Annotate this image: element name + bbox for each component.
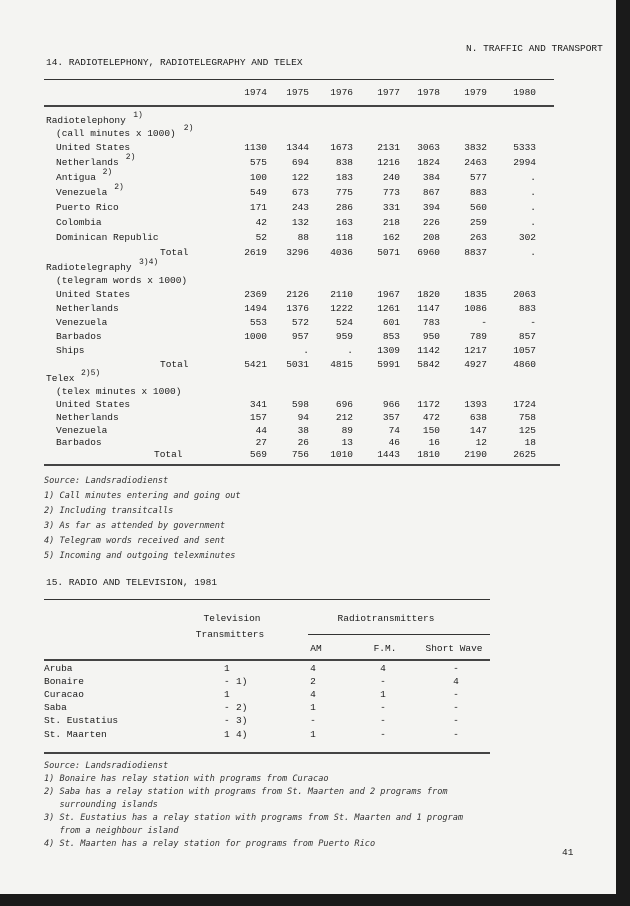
row-label: United States	[56, 142, 131, 153]
table14-title: 14. RADIOTELEPHONY, RADIOTELEGRAPHY AND TELEX	[46, 57, 303, 68]
row-label: Dominican Republic	[56, 232, 159, 243]
table-cell: 758	[518, 412, 536, 423]
total-cell: 1443	[377, 449, 400, 460]
table-cell: 1147	[417, 303, 440, 314]
group-label: Telex	[46, 373, 75, 384]
table-cell: 1835	[464, 289, 487, 300]
footnote: Source: Landsradiodienst	[44, 761, 169, 771]
table-cell: 157	[249, 412, 267, 423]
table-cell: 2131	[377, 142, 400, 153]
footnote-ref: 3)	[236, 715, 248, 726]
total-cell: 4927	[464, 359, 487, 370]
sw-cell: -	[453, 729, 459, 740]
footnote-ref: 2)	[114, 183, 124, 192]
row-label: St. Eustatius	[44, 715, 119, 726]
col-am: AM	[310, 643, 322, 654]
table-cell: .	[530, 217, 536, 228]
footnote: Source: Landsradiodienst	[44, 476, 169, 486]
table15-title: 15. RADIO AND TELEVISION, 1981	[46, 577, 218, 588]
table-cell: 286	[335, 202, 353, 213]
table-cell: 783	[422, 317, 440, 328]
year-header: 1979	[464, 87, 487, 98]
rule	[44, 752, 490, 754]
footnote: 2) Including transitcalls	[44, 506, 174, 516]
group-label: Radiotelephony	[46, 115, 126, 126]
table-cell: 560	[469, 202, 487, 213]
row-label: Puerto Rico	[56, 202, 119, 213]
table-cell: 1217	[464, 345, 487, 356]
table-cell: 331	[382, 202, 400, 213]
table-cell: 2063	[513, 289, 536, 300]
table-cell: 100	[249, 172, 267, 183]
row-label: Curacao	[44, 689, 84, 700]
table-cell: 132	[291, 217, 309, 228]
row-label: Venezuela	[56, 425, 108, 436]
table-cell: 1057	[513, 345, 536, 356]
table-cell: 957	[291, 331, 309, 342]
table-cell: 1824	[417, 157, 440, 168]
table-cell: 524	[335, 317, 353, 328]
am-cell: 4	[310, 663, 316, 674]
table-cell: 1216	[377, 157, 400, 168]
table-cell: 394	[422, 202, 440, 213]
sw-cell: -	[453, 715, 459, 726]
table-cell: 44	[255, 425, 267, 436]
total-label: Total	[154, 449, 183, 460]
table-cell: 122	[291, 172, 309, 183]
table-cell: 263	[469, 232, 487, 243]
year-header: 1975	[286, 87, 309, 98]
table-cell: 3063	[417, 142, 440, 153]
table-cell: 1086	[464, 303, 487, 314]
total-label: Total	[160, 247, 189, 258]
table-cell: 18	[524, 437, 536, 448]
total-cell: 6960	[417, 247, 440, 258]
table-cell: .	[530, 202, 536, 213]
table-cell: 1000	[244, 331, 267, 342]
sw-cell: -	[453, 702, 459, 713]
table-cell: 171	[249, 202, 267, 213]
year-header: 1976	[330, 87, 353, 98]
table-cell: .	[530, 172, 536, 183]
table-cell: -	[530, 317, 536, 328]
table-cell: 966	[382, 399, 400, 410]
row-label: Ships	[56, 345, 85, 356]
table-cell: 1673	[330, 142, 353, 153]
table-cell: 577	[469, 172, 487, 183]
total-cell: 1810	[417, 449, 440, 460]
am-cell: 4	[310, 689, 316, 700]
fm-cell: 1	[380, 689, 386, 700]
footnote-ref: 4)	[236, 729, 248, 740]
table-cell: 883	[518, 303, 536, 314]
tv-cell: 1	[224, 689, 230, 700]
table-cell: 1344	[286, 142, 309, 153]
footnote-ref: 2)	[125, 153, 136, 162]
table-cell: 598	[291, 399, 309, 410]
fm-cell: 4	[380, 663, 386, 674]
table-cell: 2369	[244, 289, 267, 300]
group-unit: (call minutes x 1000)	[56, 128, 176, 139]
row-label: United States	[56, 289, 131, 300]
table-cell: 243	[291, 202, 309, 213]
table-cell: 357	[382, 412, 400, 423]
table-cell: 125	[518, 425, 536, 436]
row-label: Netherlands	[56, 157, 119, 168]
table-cell: 867	[422, 187, 440, 198]
row-label: Venezuela	[56, 317, 108, 328]
table-cell: 638	[469, 412, 487, 423]
table-cell: 302	[518, 232, 536, 243]
table-cell: 26	[297, 437, 309, 448]
total-cell: 4860	[513, 359, 536, 370]
total-cell: 569	[249, 449, 267, 460]
table-cell: 118	[335, 232, 353, 243]
total-cell: 2625	[513, 449, 536, 460]
sw-cell: -	[453, 663, 459, 674]
fm-cell: -	[380, 715, 386, 726]
table-cell: 384	[422, 172, 440, 183]
row-label: Saba	[44, 702, 67, 713]
table-cell: 226	[422, 217, 440, 228]
table-cell: 789	[469, 331, 487, 342]
row-label: Netherlands	[56, 412, 119, 423]
total-cell: 4036	[330, 247, 353, 258]
col-radio: Radiotransmitters	[337, 613, 435, 624]
fm-cell: -	[380, 676, 386, 687]
footnote-ref: 2)	[236, 702, 248, 713]
table-cell: 1309	[377, 345, 400, 356]
table-cell: 94	[297, 412, 309, 423]
table-cell: 773	[382, 187, 400, 198]
table-cell: 1724	[513, 399, 536, 410]
table-cell: 52	[255, 232, 267, 243]
col-fm: F.M.	[373, 643, 397, 654]
table-cell: 38	[297, 425, 309, 436]
rule	[44, 105, 554, 107]
page-number: 41	[562, 847, 574, 858]
total-cell: 5991	[377, 359, 400, 370]
rule	[44, 599, 490, 600]
total-cell: .	[530, 247, 536, 258]
sw-cell: -	[453, 689, 459, 700]
table-cell: 212	[335, 412, 353, 423]
footnote: 1) Bonaire has relay station with programs from Curacao	[44, 774, 329, 784]
table-cell: 46	[388, 437, 400, 448]
table-cell: .	[347, 345, 353, 356]
table-cell: -	[481, 317, 487, 328]
table-cell: 12	[475, 437, 487, 448]
group-unit: (telex minutes x 1000)	[56, 386, 182, 397]
row-label: United States	[56, 399, 131, 410]
table-cell: 2994	[513, 157, 536, 168]
footnote: 4) St. Maarten has a relay station for programs from Puerto Rico	[44, 839, 376, 849]
table-cell: 5333	[513, 142, 536, 153]
total-cell: 5071	[377, 247, 400, 258]
col-tv-1: Television	[203, 613, 261, 624]
table-cell: 13	[341, 437, 353, 448]
row-label: Netherlands	[56, 303, 119, 314]
table-cell: 74	[388, 425, 400, 436]
fm-cell: -	[380, 729, 386, 740]
total-cell: 4815	[330, 359, 353, 370]
table-cell: 549	[249, 187, 267, 198]
table-cell: 1820	[417, 289, 440, 300]
table-cell: 553	[249, 317, 267, 328]
table-cell: 240	[382, 172, 400, 183]
table-cell: 162	[382, 232, 400, 243]
total-cell: 756	[291, 449, 309, 460]
am-cell: 1	[310, 702, 316, 713]
row-label: Bonaire	[44, 676, 84, 687]
sw-cell: 4	[453, 676, 459, 687]
table-cell: 1376	[286, 303, 309, 314]
table-cell: 1172	[417, 399, 440, 410]
row-label: Barbados	[56, 331, 102, 342]
group-unit: (telegram words x 1000)	[56, 275, 188, 286]
table-cell: 2126	[286, 289, 309, 300]
col-sw: Short Wave	[425, 643, 483, 654]
table-cell: 1222	[330, 303, 353, 314]
table-cell: 950	[422, 331, 440, 342]
footnote: 1) Call minutes entering and going out	[44, 491, 241, 501]
table-cell: 16	[428, 437, 440, 448]
table-cell: .	[530, 187, 536, 198]
table-cell: 1142	[417, 345, 440, 356]
row-label: Venezuela	[56, 187, 108, 198]
footnote-ref: 3)4)	[139, 258, 159, 267]
table-cell: 88	[297, 232, 309, 243]
total-label: Total	[160, 359, 189, 370]
tv-cell: -	[224, 702, 230, 713]
table-cell: 89	[341, 425, 353, 436]
table-cell: 572	[291, 317, 309, 328]
table-cell: 1393	[464, 399, 487, 410]
table-cell: 472	[422, 412, 440, 423]
rule	[44, 79, 554, 80]
total-cell: 5421	[244, 359, 267, 370]
table-cell: 259	[469, 217, 487, 228]
row-label: Barbados	[56, 437, 102, 448]
year-header: 1977	[377, 87, 400, 98]
fm-cell: -	[380, 702, 386, 713]
rule	[308, 634, 490, 635]
table-cell: 601	[382, 317, 400, 328]
row-label: Antigua	[56, 172, 96, 183]
tv-cell: 1	[224, 663, 230, 674]
table-cell: 42	[255, 217, 267, 228]
table-cell: 3832	[464, 142, 487, 153]
table-cell: 1967	[377, 289, 400, 300]
table-cell: 883	[469, 187, 487, 198]
table-cell: 575	[249, 157, 267, 168]
am-cell: 2	[310, 676, 316, 687]
year-header: 1980	[513, 87, 536, 98]
total-cell: 5842	[417, 359, 440, 370]
footnote-ref: 1)	[236, 676, 248, 687]
table-cell: 2110	[330, 289, 353, 300]
table-cell: 208	[422, 232, 440, 243]
row-label: St. Maarten	[44, 729, 107, 740]
table-cell: 1261	[377, 303, 400, 314]
footnote: 2) Saba has a relay station with programs from St. Maarten and 2 programs from	[44, 787, 448, 797]
table-cell: 163	[335, 217, 353, 228]
table-cell: .	[303, 345, 309, 356]
table-cell: 673	[291, 187, 309, 198]
total-cell: 1010	[330, 449, 353, 460]
footnote: 4) Telegram words received and sent	[44, 536, 226, 546]
rule	[44, 464, 560, 466]
footnote: from a neighbour island	[44, 826, 179, 836]
year-header: 1978	[417, 87, 440, 98]
row-label: Colombia	[56, 217, 102, 228]
table-cell: 857	[518, 331, 536, 342]
rule	[44, 659, 490, 661]
footnote: 3) St. Eustatius has a relay station with programs from St. Maarten and 1 program	[44, 813, 464, 823]
table-cell: 775	[335, 187, 353, 198]
footnote-ref: 1)	[133, 111, 143, 120]
tv-cell: -	[224, 715, 230, 726]
tv-cell: -	[224, 676, 230, 687]
am-cell: 1	[310, 729, 316, 740]
am-cell: -	[310, 715, 316, 726]
table-cell: 341	[249, 399, 267, 410]
footnote: 3) As far as attended by government	[44, 521, 226, 531]
total-cell: 8837	[464, 247, 487, 258]
total-cell: 5031	[286, 359, 309, 370]
year-header: 1974	[244, 87, 267, 98]
table-cell: 183	[335, 172, 353, 183]
table-cell: 1494	[244, 303, 267, 314]
table-cell: 147	[469, 425, 487, 436]
row-label: Aruba	[44, 663, 73, 674]
table-cell: 218	[382, 217, 400, 228]
tv-cell: 1	[224, 729, 230, 740]
table-cell: 853	[382, 331, 400, 342]
footnote-ref: 2)	[102, 168, 113, 177]
total-cell: 3296	[286, 247, 309, 258]
group-label: Radiotelegraphy	[46, 262, 132, 273]
table-cell: 694	[291, 157, 309, 168]
footnote: 5) Incoming and outgoing telexminutes	[44, 551, 236, 561]
footnote: surrounding islands	[44, 800, 158, 810]
total-cell: 2190	[464, 449, 487, 460]
footnote-ref: 2)5)	[81, 369, 101, 378]
section-header: N. TRAFFIC AND TRANSPORT	[466, 43, 603, 54]
table-cell: 838	[335, 157, 353, 168]
table-cell: 2463	[464, 157, 487, 168]
table-cell: 27	[255, 437, 267, 448]
total-cell: 2619	[244, 247, 267, 258]
footnote-ref: 2)	[183, 124, 194, 133]
table-cell: 696	[335, 399, 353, 410]
table-cell: 959	[335, 331, 353, 342]
table-cell: 150	[422, 425, 440, 436]
col-tv-2: Transmitters	[195, 629, 265, 640]
table-cell: 1130	[244, 142, 267, 153]
